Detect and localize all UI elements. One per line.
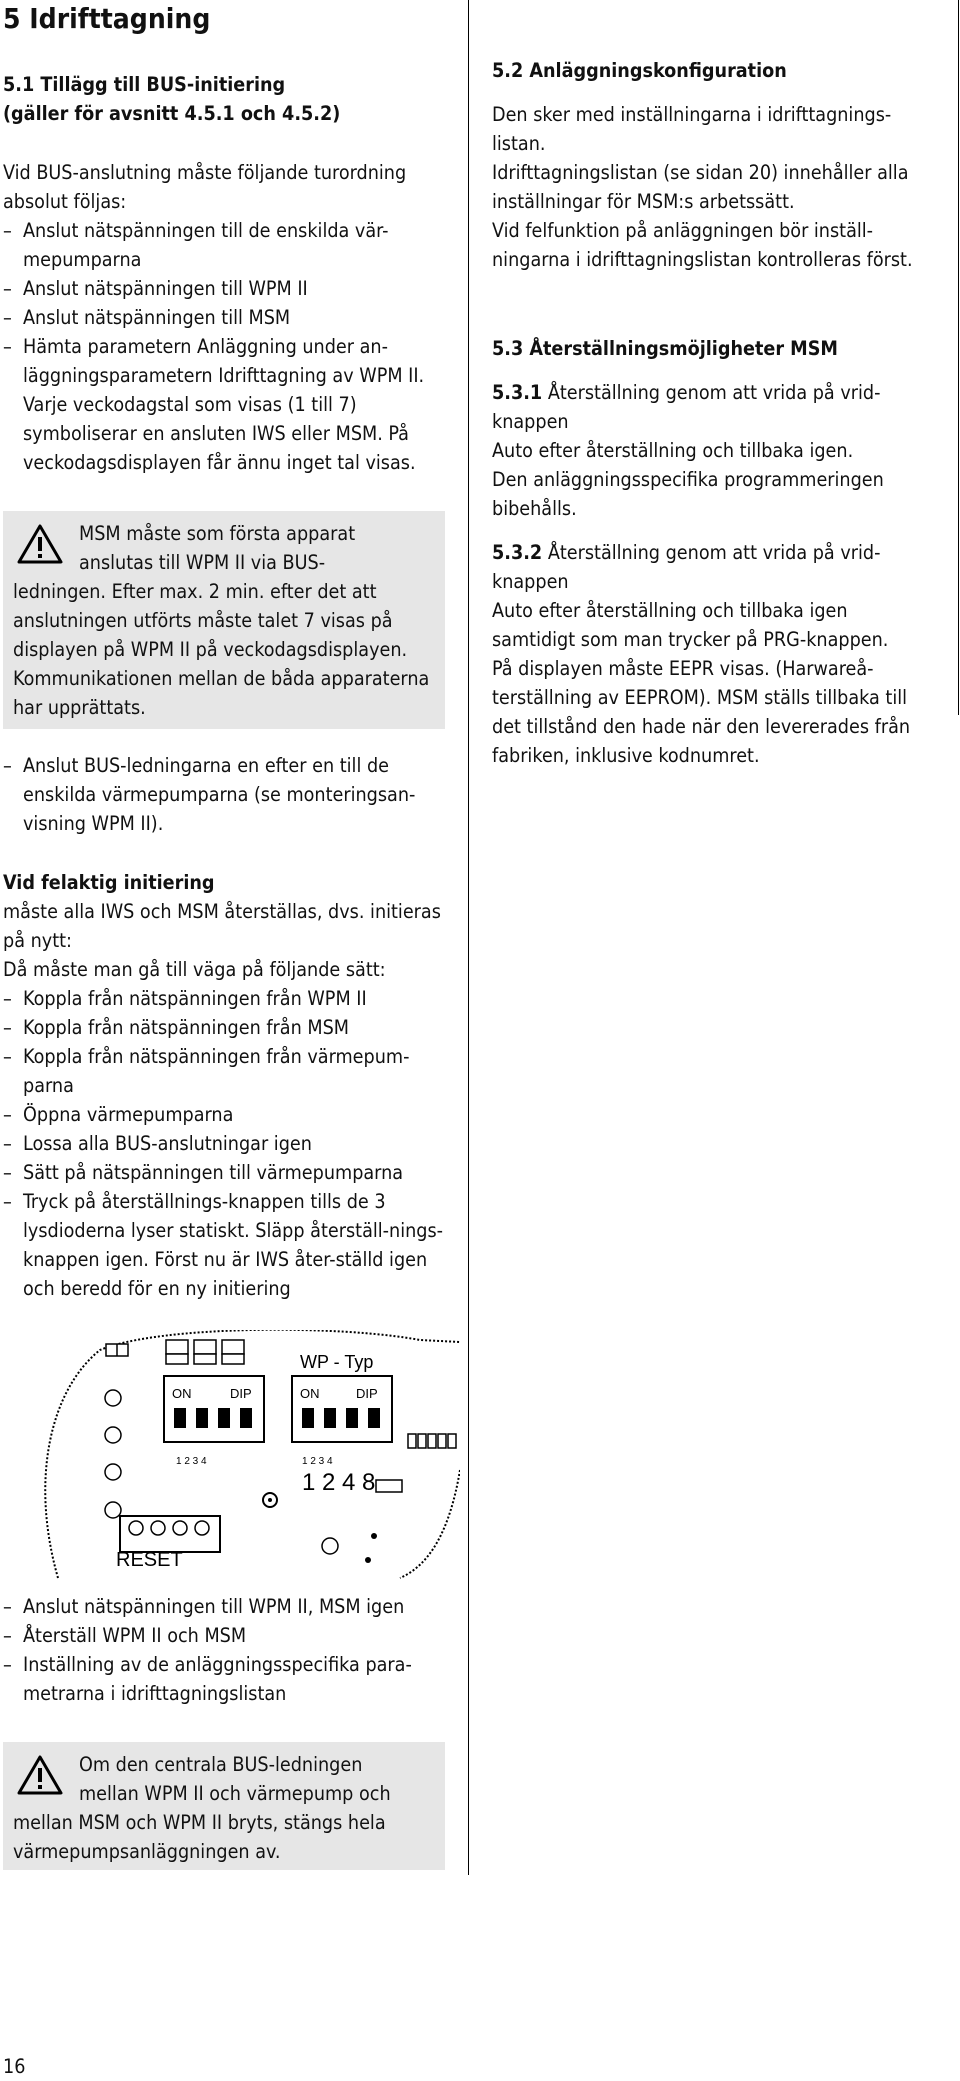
section-5-2-text: Den sker med inställningarna i idrifttagnings-listan. Idrifttagningslistan (se sidan 20) innehåller alla inställningar för MSM:s arbetssätt. Vid felfunktion på anläggningen bör inställ-ningarna i idrifttagningslistan kontrolleras först. — [492, 103, 913, 271]
intro-text: Vid BUS-anslutning måste följande turordning absolut följas: — [3, 161, 407, 213]
warning-triangle-icon — [17, 523, 63, 565]
warning-2-text-b: mellan MSM och WPM II bryts, stängs hela värmepumpsanläggningen av. — [13, 1811, 386, 1863]
steps-list-1 — [3, 216, 443, 477]
list-item: – Anslut nätspänningen till MSM — [3, 303, 443, 332]
reset-label: RESET — [116, 1549, 183, 1571]
section-5-1-title — [3, 70, 453, 128]
connector-right — [408, 1434, 456, 1448]
section-5-3-title: 5.3 Återställningsmöjligheter MSM — [492, 337, 838, 360]
steps-list-3 — [3, 1592, 443, 1708]
dip2-dip-label: DIP — [356, 1386, 378, 1401]
section-5-1-title-line2: (gäller för avsnitt 4.5.1 och 4.5.2) — [3, 102, 341, 125]
column-divider-left — [468, 0, 469, 1875]
jumper-row — [166, 1340, 244, 1364]
wrong-init-text: måste alla IWS och MSM återställas, dvs. initieras på nytt: Då måste man gå till väga på följande sätt: — [3, 900, 441, 981]
warning-1-text-a: MSM måste som första apparat anslutas till WPM II via BUS- — [79, 522, 356, 574]
section-5-3-2-number: 5.3.2 — [492, 541, 543, 564]
steps-list-bus — [3, 751, 443, 838]
section-5-2-title: 5.2 Anläggningskonfiguration — [492, 59, 787, 82]
section-5-3-1-body: Återställning genom att vrida på vrid-knappen Auto efter återställning och tillbaka igen. Den anläggningsspecifika programmeringen bibehålls. — [492, 381, 884, 520]
list-item: – Koppla från nätspänningen från MSM — [3, 1013, 443, 1042]
list-item: – Lossa alla BUS-anslutningar igen — [3, 1129, 443, 1158]
column-divider-right — [958, 0, 959, 715]
section-5-3-2-text — [492, 538, 932, 770]
list-item: – Koppla från nätspänningen från värmepum-parna — [3, 1042, 443, 1100]
list-item: – Inställning av de anläggningsspecifika para-metrarna i idrifttagningslistan — [3, 1650, 443, 1708]
list-item: – Anslut BUS-ledningarna en efter en till de enskilda värmepumparna (se monteringsan-visning WPM II). — [3, 751, 443, 838]
led-circles-left — [105, 1390, 121, 1518]
section-5-1-title-line1: 5.1 Tillägg till BUS-initiering — [3, 73, 286, 96]
list-item: – Anslut nätspänningen till de enskilda vär-mepumparna — [3, 216, 443, 274]
board-outline-right — [400, 1470, 460, 1578]
dip2-numbers: 1 2 3 4 — [302, 1456, 333, 1467]
chapter-title: 5 Idrifttagning — [3, 2, 211, 35]
board-outline — [45, 1330, 460, 1578]
list-item: – Hämta parametern Anläggning under an-läggningsparametern Idrifttagning av WPM II. Varje veckodagstal som visas (1 till 7) symboliserar en ansluten IWS eller MSM. På veckodagsdisplayen får ännu inget tal visas. — [3, 332, 443, 477]
circuit-board-diagram — [40, 1330, 460, 1580]
list-item: – Koppla från nätspänningen från WPM II — [3, 984, 443, 1013]
list-item: – Anslut nätspänningen till WPM II, MSM igen — [3, 1592, 443, 1621]
wrong-init-title: Vid felaktig initiering — [3, 871, 215, 894]
section-5-3-1-number: 5.3.1 — [492, 381, 543, 404]
list-item: – Anslut nätspänningen till WPM II — [3, 274, 443, 303]
wp-typ-label: WP - Typ — [300, 1352, 374, 1372]
warning-triangle-icon — [17, 1754, 63, 1796]
page-number: 16 — [3, 2055, 26, 2078]
warning-1-text-b: ledningen. Efter max. 2 min. efter det att anslutningen utförts måste talet 7 visas på displayen på WPM II på veckodagsdisplayen. Kommunikationen mellan de båda apparaterna har upprättats. — [13, 580, 430, 719]
dip2-on-label: ON — [300, 1386, 320, 1401]
warning-box-2 — [3, 1742, 445, 1870]
section-5-3-1-text — [492, 378, 932, 523]
section-5-3-2-body: Återställning genom att vrida på vrid-knappen Auto efter återställning och tillbaka igen samtidigt som man trycker på PRG-knappen. På displayen måste EEPR visas. (Harwareå-terställning av EEPROM). MSM ställs tillbaka till det tillstånd den hade när den levererades från fabriken, inklusive kodnumret. — [492, 541, 911, 767]
list-item: – Sätt på nätspänningen till värmepumparna — [3, 1158, 443, 1187]
steps-list-2 — [3, 984, 443, 1303]
warning-2-text-a: Om den centrala BUS-ledningen mellan WPM II och värmepump och — [79, 1753, 391, 1805]
list-item: – Återställ WPM II och MSM — [3, 1621, 443, 1650]
dip2-bit-values: 1 2 4 8 — [302, 1469, 376, 1496]
warning-box-1 — [3, 511, 445, 729]
dip1-dip-label: DIP — [230, 1386, 252, 1401]
dip1-on-label: ON — [172, 1386, 192, 1401]
dip1-numbers: 1 2 3 4 — [176, 1456, 207, 1467]
list-item: – Tryck på återställnings-knappen tills de 3 lysdioderna lyser statiskt. Släpp återställ-nings-knappen igen. Först nu är IWS åter-ställd igen och beredd för en ny initiering — [3, 1187, 443, 1303]
list-item: – Öppna värmepumparna — [3, 1100, 443, 1129]
